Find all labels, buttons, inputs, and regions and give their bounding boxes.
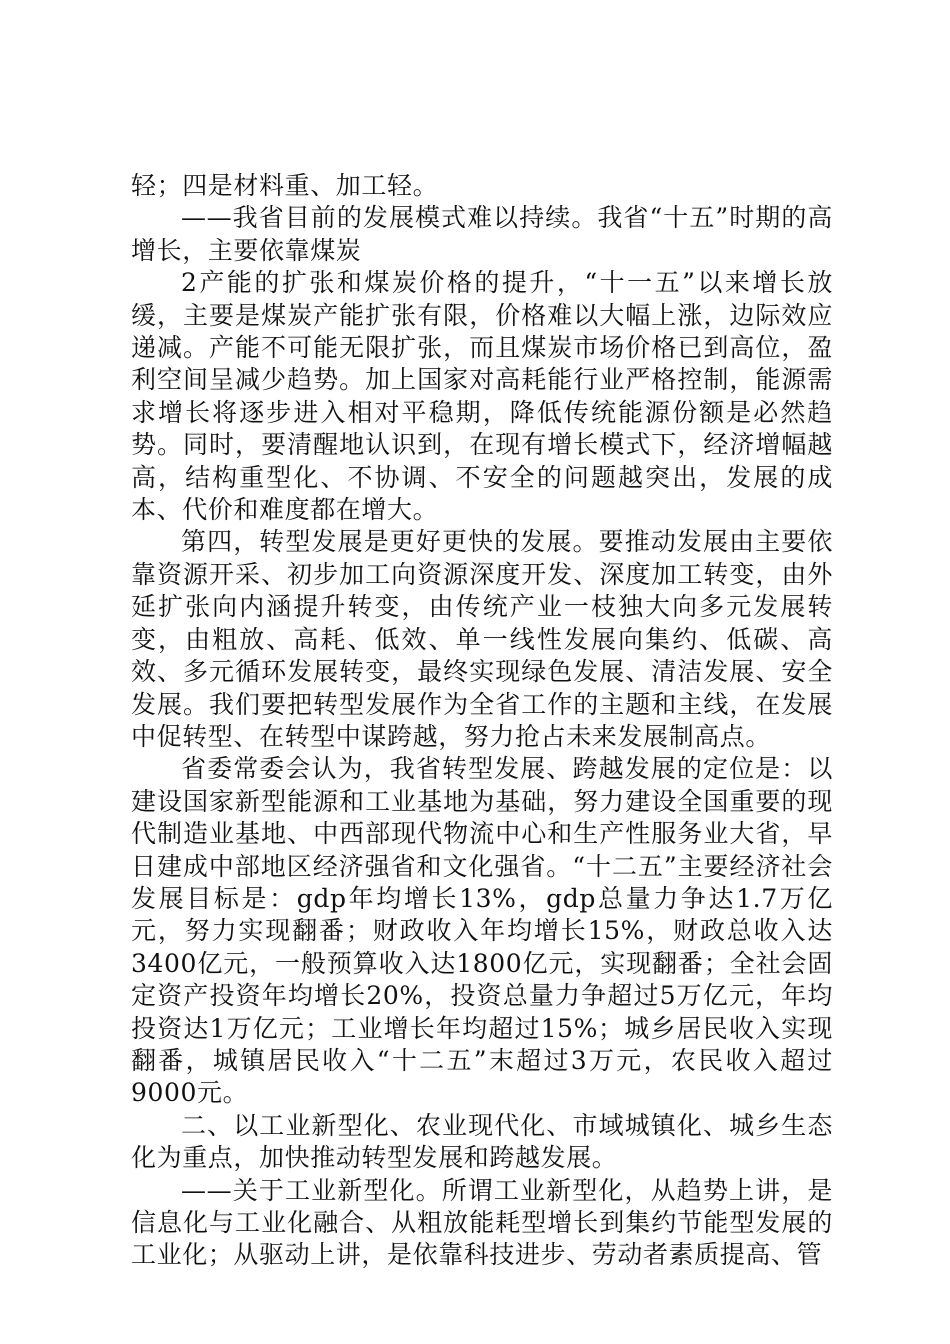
paragraph-6: 二、以工业新型化、农业现代化、市域城镇化、城乡生态化为重点，加快推动转型发展和跨越发展。 [131,1110,833,1173]
document-body [131,170,833,1272]
paragraph-2: ——我省目前的发展模式难以持续。我省“十五”时期的高增长，主要依靠煤炭 [131,203,833,265]
paragraph-5: 省委常委会认为，我省转型发展、跨越发展的定位是：以建设国家新型能源和工业基地为基础，努力建设全国重要的现代制造业基地、中西部现代物流中心和生产性服务业大省，早日建成中部地区经济强省和文化强省。“十二五”主要经济社会发展目标是：gdp年均增长13%，gdp总量力争达1.7万亿元，努力实现翻番；财政收入年均增长15%，财政总收入达3400亿元，一般预算收入达1800亿元，实现翻番；全社会固定资产投资年均增长20%，投资总量力争超过5万亿元，年均投资达1万亿元；工业增长年均超过15%；城乡居民收入实现翻番，城镇居民收入“十二五”末超过3万元，农民收入超过9000元。 [131,754,833,1108]
paragraph-7: ——关于工业新型化。所谓工业新型化，从趋势上讲，是信息化与工业化融合、从粗放能耗型增长到集约节能型发展的工业化；从驱动上讲，是依靠科技进步、劳动者素质提高、管 [131,1175,833,1270]
paragraph-1: 轻；四是材料重、加工轻。 [131,171,439,200]
paragraph-4: 第四，转型发展是更好更快的发展。要推动发展由主要依靠资源开采、初步加工向资源深度开发、深度加工转变，由外延扩张向内涵提升转变，由传统产业一枝独大向多元发展转变，由粗放、高耗、低效、单一线性发展向集约、低碳、高效、多元循环发展转变，最终实现绿色发展、清洁发展、安全发展。我们要把转型发展作为全省工作的主题和主线，在发展中促转型、在转型中谋跨越，努力抢占未来发展制高点。 [131,527,833,751]
paragraph-3: 2产能的扩张和煤炭价格的提升，“十一五”以来增长放缓，主要是煤炭产能扩张有限，价格难以大幅上涨，边际效应递减。产能不可能无限扩张，而且煤炭市场价格已到高位，盈利空间呈减少趋势。加上国家对高耗能行业严格控制，能源需求增长将逐步进入相对平稳期，降低传统能源份额是必然趋势。同时，要清醒地认识到，在现有增长模式下，经济增幅越高，结构重型化、不协调、不安全的问题越突出，发展的成本、代价和难度都在增大。 [131,268,833,525]
